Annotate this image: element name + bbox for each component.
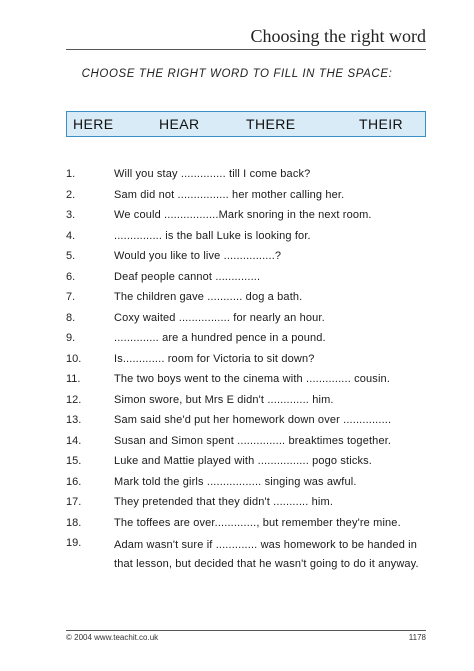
question-text: .............. are a hundred pence in a pound. — [114, 332, 326, 344]
question-number: 5. — [66, 250, 76, 262]
footer-copyright: © 2004 www.teachit.co.uk — [66, 633, 159, 642]
question-number: 17. — [66, 496, 82, 508]
word-option: THERE — [246, 116, 296, 132]
question-text: Mark told the girls ................. singing was awful. — [114, 475, 357, 488]
question-text: Luke and Mattie played with ................ pogo sticks. — [114, 455, 373, 467]
header-divider — [66, 49, 426, 50]
question-text: Coxy waited ................ for nearly an hour. — [114, 311, 325, 324]
question-text: Will you stay .............. till I come back? — [114, 168, 311, 180]
question-text: They pretended that they didn't ........... him. — [114, 496, 334, 508]
question-number: 10. — [66, 352, 82, 365]
question-text: The children gave ........... dog a bath. — [114, 291, 303, 303]
question-number: 2. — [66, 188, 76, 201]
question-text: Adam wasn't sure if ............. was homework to be handed in that lesson, but decided that he wasn't going to do it anyway. — [114, 539, 419, 570]
question-text: Sam said she'd put her homework down over ............... — [114, 414, 392, 426]
question-text: The toffees are over............., but remember they're mine. — [114, 516, 401, 529]
question-text: Sam did not ................ her mother calling her. — [114, 188, 345, 201]
question-number: 6. — [66, 270, 76, 283]
word-bank-box — [66, 111, 426, 137]
question-number: 15. — [66, 455, 82, 467]
question-number: 9. — [66, 332, 76, 344]
question-number: 1. — [66, 168, 76, 180]
question-number: 12. — [66, 393, 82, 406]
question-text: Susan and Simon spent ............... breaktimes together. — [114, 434, 392, 447]
word-option: HEAR — [159, 116, 200, 132]
question-text: Would you like to live ................? — [114, 250, 282, 262]
question-number: 8. — [66, 311, 76, 324]
question-text: ............... is the ball Luke is looking for. — [114, 229, 311, 242]
question-number: 18. — [66, 516, 82, 529]
question-text: Is............. room for Victoria to sit down? — [114, 352, 315, 365]
question-text: Deaf people cannot .............. — [114, 270, 261, 283]
question-number: 4. — [66, 229, 76, 242]
question-number: 19. — [66, 537, 82, 549]
word-option: HERE — [73, 116, 114, 132]
word-option: THEIR — [359, 116, 403, 132]
question-number: 16. — [66, 475, 82, 488]
question-number: 14. — [66, 434, 82, 447]
question-text: We could .................Mark snoring in the next room. — [114, 209, 372, 221]
question-number: 13. — [66, 414, 82, 426]
page-title: Choosing the right word — [250, 26, 426, 46]
footer-divider — [66, 630, 426, 631]
question-number: 3. — [66, 209, 76, 221]
instruction-text: CHOOSE THE RIGHT WORD TO FILL IN THE SPACE: — [81, 68, 393, 80]
question-number: 11. — [66, 373, 81, 385]
question-text: Simon swore, but Mrs E didn't ............. him. — [114, 393, 334, 406]
question-number: 7. — [66, 291, 76, 303]
footer-page-number: 1178 — [408, 633, 426, 642]
question-text: The two boys went to the cinema with .............. cousin. — [114, 373, 391, 385]
